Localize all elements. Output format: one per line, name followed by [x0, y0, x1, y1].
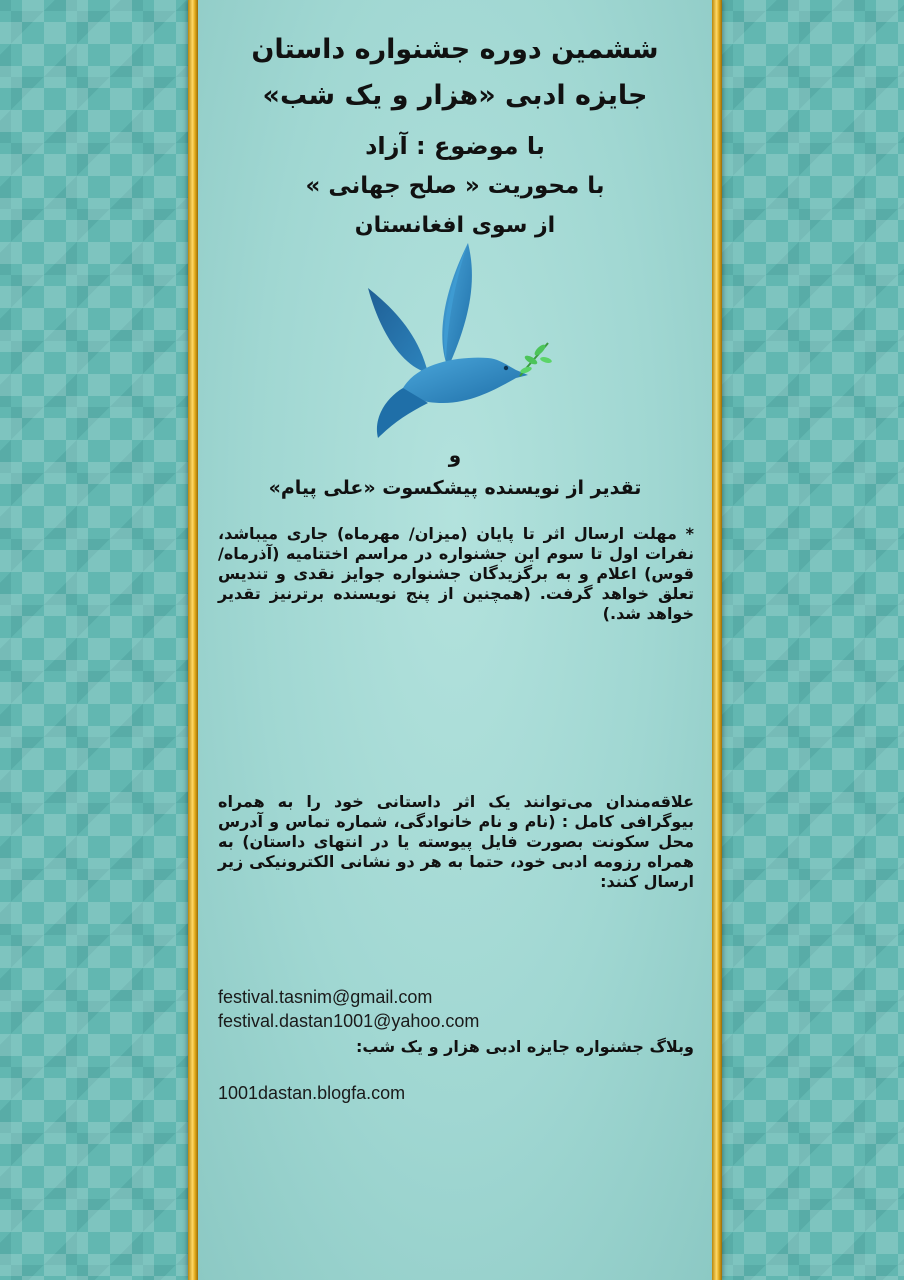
- conjunction-text: و: [448, 443, 462, 467]
- right-gold-frame: [712, 0, 722, 1280]
- blog-url-link[interactable]: 1001dastan.blogfa.com: [218, 1083, 406, 1103]
- focus-line: با محوریت « صلح جهانی »: [305, 173, 605, 199]
- blog-label: وبلاگ جشنواره جایزه ادبی هزار و یک شب:: [356, 1037, 694, 1056]
- left-pattern-border: [0, 0, 190, 1280]
- tribute-line: تقدیر از نویسنده پیشکسوت «علی پیام»: [268, 477, 642, 499]
- award-title: جایزه ادبی «هزار و یک شب»: [262, 80, 648, 111]
- email-yahoo[interactable]: festival.dastan1001@yahoo.com: [218, 1011, 480, 1031]
- email-gmail[interactable]: festival.tasnim@gmail.com: [218, 987, 433, 1007]
- origin-line: از سوی افغانستان: [354, 213, 556, 238]
- deadline-paragraph: * مهلت ارسال اثر تا پایان (میزان/ مهرماه) جاری میباشد، نفرات اول تا سوم این جشنواره در مراسم اختتامیه (آذرماه/ قوس) اعلام و به برگزیدگان جشنواره جوایز نقدی و تندیس تعلق خواهد گرفت. (همچنین از پنج نویسنده برترنیز تقدیر خواهد شد.): [218, 524, 694, 623]
- submission-paragraph: علاقه‌مندان می‌توانند یک اثر داستانی خود را به همراه بیوگرافی کامل : (نام و نام خانوادگی، شماره تماس و آدرس محل سکونت بصورت فایل پیوسته یا در انتهای داستان) به همراه رزومه ادبی خود، حتما به هر دو نشانی الکترونیکی زیر ارسال کنند:: [218, 792, 694, 891]
- poster-panel: [198, 0, 712, 1280]
- theme-line: با موضوع : آزاد: [365, 132, 545, 160]
- festival-title: ششمین دوره جشنواره داستان: [251, 34, 659, 65]
- dove-with-olive-branch-icon: [348, 238, 558, 448]
- right-pattern-border: [722, 0, 904, 1280]
- left-gold-frame: [188, 0, 198, 1280]
